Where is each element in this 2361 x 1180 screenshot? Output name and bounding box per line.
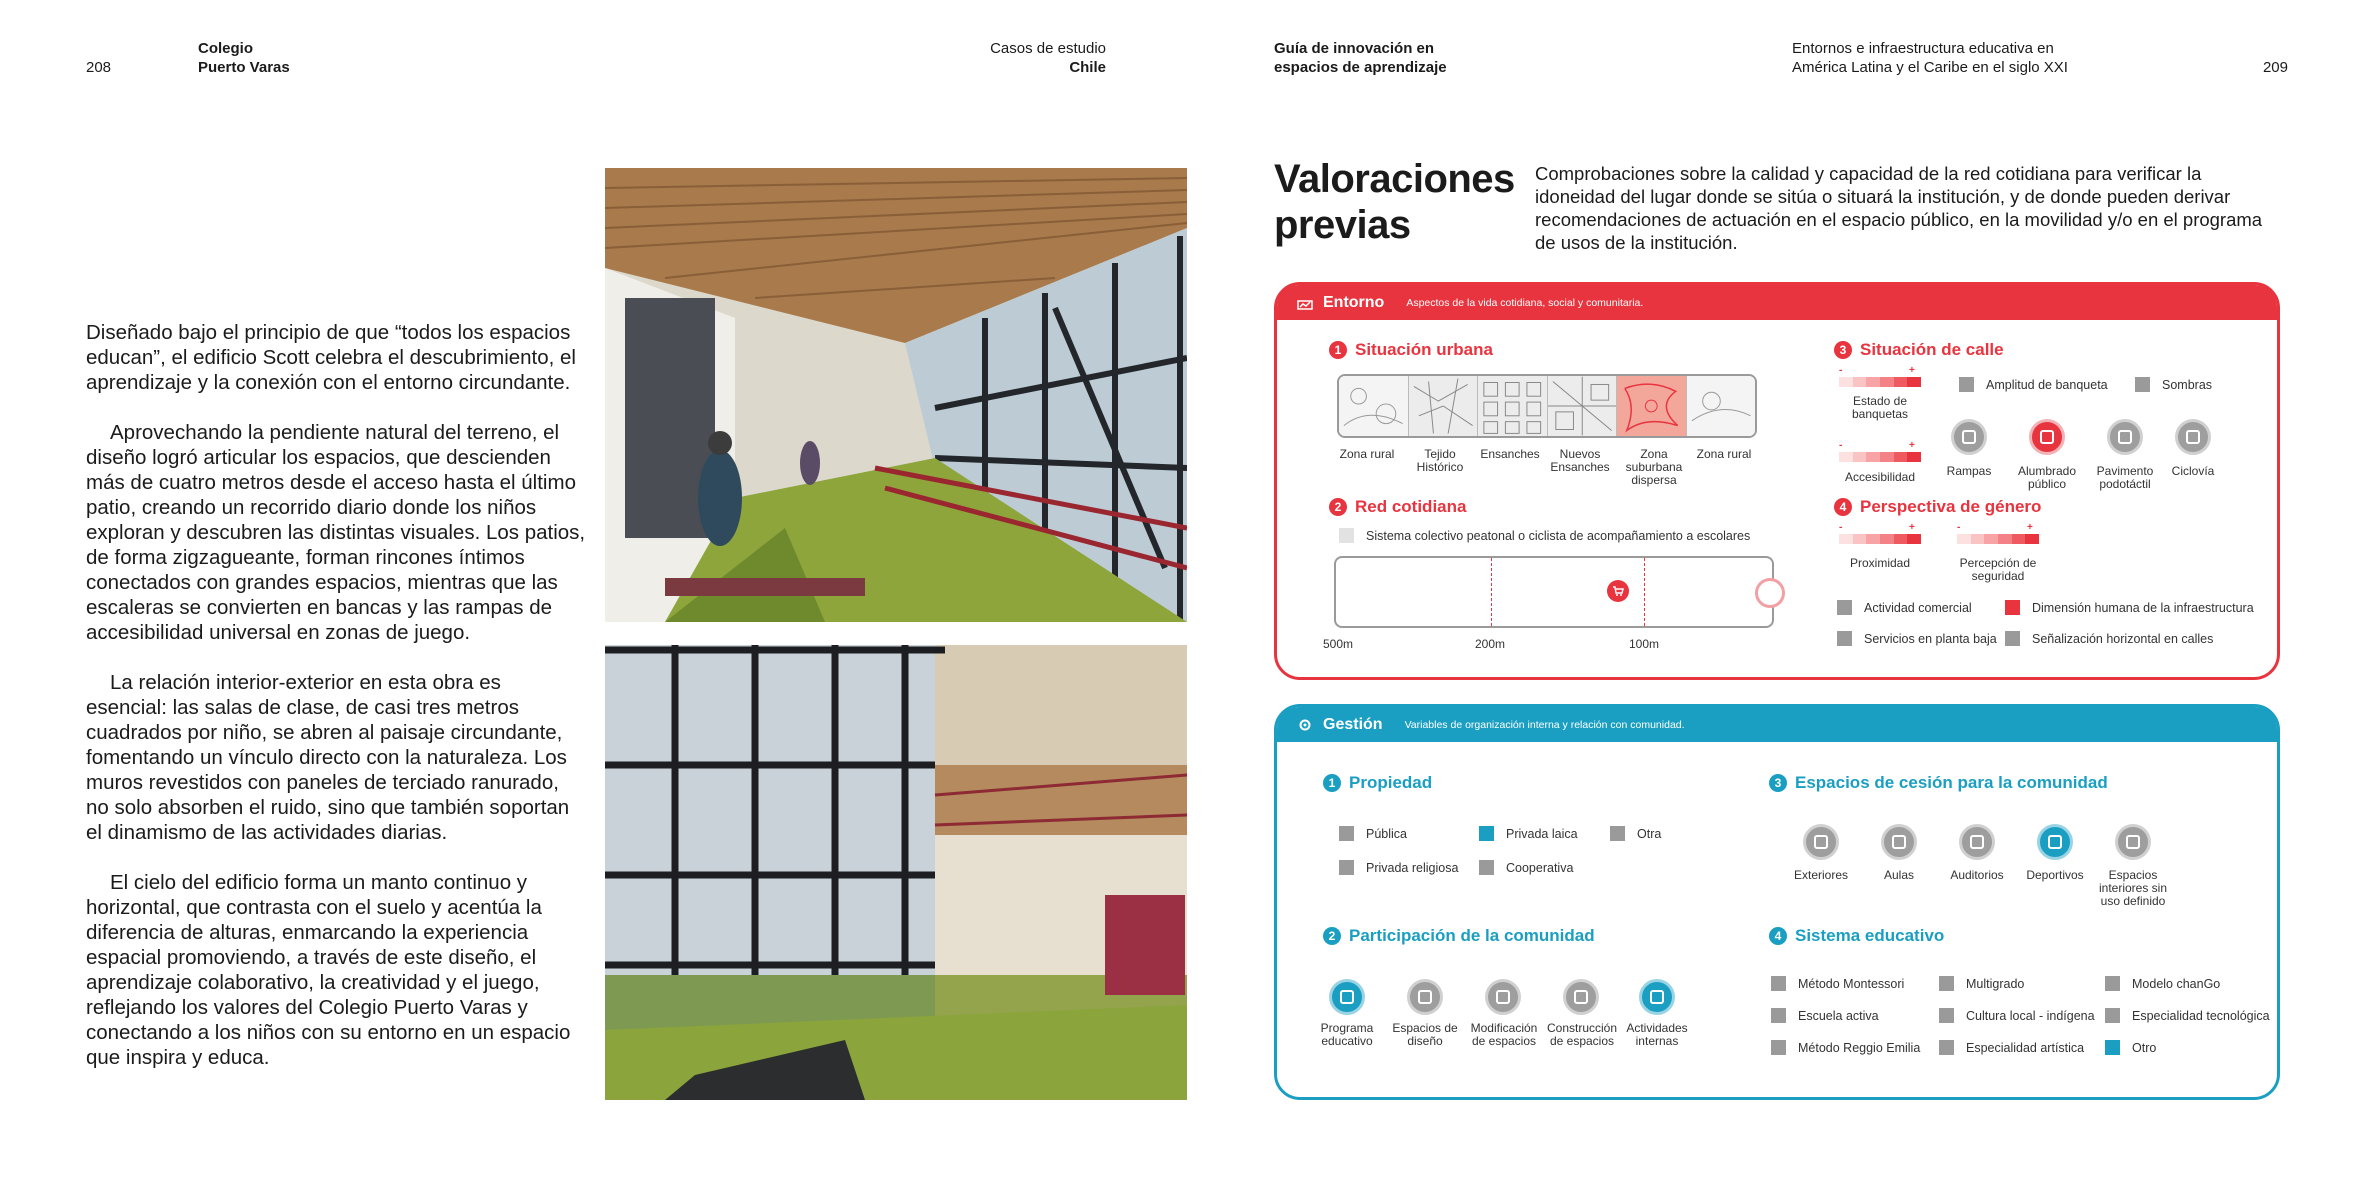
check-label: Servicios en planta baja xyxy=(1864,631,1997,646)
section-propiedad xyxy=(1323,773,1432,793)
checkbox xyxy=(2005,600,2020,615)
zone-ensanches-tile xyxy=(1478,376,1548,436)
check-label: Sistema colectivo peatonal o ciclista de acompañamiento a escolares xyxy=(1366,528,1751,543)
part-label-construccion: Construcción de espacios xyxy=(1546,1021,1618,1048)
checkbox xyxy=(1771,1040,1786,1055)
zone-suburbana-tile xyxy=(1617,376,1687,436)
auditorium-icon xyxy=(1959,824,1995,860)
design-icon xyxy=(1407,979,1443,1015)
valoraciones-description: Comprobaciones sobre la calidad y capacidad de la red cotidiana para verificar la idoneidad del lugar donde se sitúa o situará la institución, y de donde pueden derivar recomendaciones de actuación en el espacio público, en la movilidad y/o en el programa de usos de la institución. xyxy=(1535,163,2263,253)
paragraph-4: El cielo del edificio forma un manto continuo y horizontal, que contrasta con el suelo y acentúa la diferencia de alturas, enmarcando la experiencia espacial promoviendo, a través de este diseño, el aprendizaje colaborativo, la creatividad y el juego, reflejando los valores del Colegio Puerto Varas y conectando a los niños con su entorno en un espacio que inspira y educa. xyxy=(86,871,571,1069)
section-number: 1 xyxy=(1323,774,1341,792)
section-number: 4 xyxy=(1769,927,1787,945)
activities-icon xyxy=(1639,979,1675,1015)
cesion-label-aulas: Aulas xyxy=(1883,868,1915,882)
urban-zone-strip xyxy=(1337,374,1757,438)
cart-icon xyxy=(1607,580,1629,602)
check-label: Especialidad tecnológica xyxy=(2132,1008,2270,1023)
checkbox xyxy=(1339,826,1354,841)
check-label: Método Reggio Emilia xyxy=(1798,1040,1921,1055)
check-label: Pública xyxy=(1366,826,1407,841)
check-servicios-planta-baja xyxy=(1837,631,1997,646)
school-location-icon xyxy=(1755,578,1785,608)
section-title: Sistema educativo xyxy=(1795,926,1945,945)
classroom-icon xyxy=(1881,824,1917,860)
scale-proximidad xyxy=(1839,534,1921,544)
check-label: Método Montessori xyxy=(1798,976,1905,991)
check-reggio-emilia xyxy=(1771,1040,1920,1055)
checkbox xyxy=(1939,1040,1954,1055)
check-sombras xyxy=(2135,377,2212,392)
checkbox xyxy=(2005,631,2020,646)
paragraph-2: Aprovechando la pendiente natural del terreno, el diseño logró articular los espacios, que descienden más de cuatro metros desde el acceso hasta el último patio, creando un recorrido diario donde los niños exploran y descubren las distintas visuales. Los patios, de forma zigzagueante, forman rincones íntimos conectados con grandes espacios, mientras que las escaleras se convierten en bancas y las rampas de accesibilidad universal en zonas de juego. xyxy=(86,421,586,644)
photo-atrium xyxy=(605,645,1187,1100)
check-label: Otro xyxy=(2132,1040,2157,1055)
valoraciones-title xyxy=(1274,156,1515,248)
photo-corridor xyxy=(605,168,1187,622)
section-number: 1 xyxy=(1329,341,1347,359)
section-perspectiva-genero xyxy=(1834,497,2041,517)
check-multigrado xyxy=(1939,976,2024,991)
distance-track xyxy=(1334,556,1774,628)
check-label: Multigrado xyxy=(1966,976,2025,991)
check-label: Cultura local - indígena xyxy=(1966,1008,2095,1023)
check-especialidad-tecnologica xyxy=(2105,1008,2270,1023)
gestion-title: Gestión xyxy=(1323,715,1383,733)
check-privada-laica xyxy=(1479,826,1578,841)
entorno-header xyxy=(1277,285,2277,320)
check-label: Especialidad artística xyxy=(1966,1040,2085,1055)
check-label: Dimensión humana de la infraestructura xyxy=(2032,600,2254,615)
check-modelo-chango xyxy=(2105,976,2220,991)
gestion-subtitle: Variables de organización interna y relación con comunidad. xyxy=(1404,718,1685,731)
gestion-header xyxy=(1277,707,2277,742)
marker-200m xyxy=(1491,558,1492,626)
check-label: Modelo chanGo xyxy=(2132,976,2221,991)
check-especialidad-artistica xyxy=(1939,1040,2084,1055)
section-sistema-educativo xyxy=(1769,926,1944,946)
estado-label: Estado de banquetas xyxy=(1851,394,1909,421)
check-cultura-local xyxy=(1939,1008,2095,1023)
distance-200m: 200m xyxy=(1475,637,1506,651)
checkbox xyxy=(2105,1008,2120,1023)
gear-icon xyxy=(1297,717,1313,733)
body-text xyxy=(86,320,586,1095)
paragraph-1: Diseñado bajo el principio de que “todos los espacios educan”, el edificio Scott celebra el descubrimiento, el aprendizaje y la conexión con el entorno circundante. xyxy=(86,321,576,394)
scale-accesibilidad xyxy=(1839,452,1921,462)
construction-icon xyxy=(1563,979,1599,1015)
zone-label-6: Zona rural xyxy=(1696,447,1752,461)
check-label: Escuela activa xyxy=(1798,1008,1879,1023)
entorno-panel xyxy=(1274,282,2280,680)
section-title: Situación de calle xyxy=(1860,340,2004,359)
section-title: Situación urbana xyxy=(1355,340,1493,359)
part-label-programa: Programa educativo xyxy=(1320,1021,1374,1048)
scale-estado-banquetas xyxy=(1839,377,1921,387)
part-label-actividades: Actividades internas xyxy=(1626,1021,1688,1048)
distance-500m: 500m xyxy=(1323,637,1354,651)
zone-label-4: Nuevos Ensanches xyxy=(1550,447,1610,474)
check-escuela-activa xyxy=(1771,1008,1879,1023)
section-participacion xyxy=(1323,926,1595,946)
bicycle-icon xyxy=(2175,419,2211,455)
zone-label-1: Zona rural xyxy=(1339,447,1395,461)
cesion-label-espacios-interiores: Espacios interiores sin uso definido xyxy=(2098,868,2168,908)
checkbox xyxy=(2105,976,2120,991)
cesion-label-exteriores: Exteriores xyxy=(1793,868,1849,882)
header-school-line1: Colegio xyxy=(198,40,253,57)
page-number-left: 208 xyxy=(86,59,112,76)
header-guide-line1: Guía de innovación en xyxy=(1274,40,1435,57)
section-espacios-cesion xyxy=(1769,773,2108,793)
section-title: Perspectiva de género xyxy=(1860,497,2042,516)
scale-minus: - xyxy=(1839,522,1843,533)
checkbox xyxy=(2135,377,2150,392)
section-situacion-calle xyxy=(1834,340,2004,360)
check-label: Cooperativa xyxy=(1506,860,1574,875)
zone-label-3: Ensanches xyxy=(1480,447,1540,461)
scale-plus: + xyxy=(1909,522,1915,533)
checkbox xyxy=(1959,377,1974,392)
proximidad-label: Proximidad xyxy=(1849,556,1911,570)
tactile-paving-icon xyxy=(2107,419,2143,455)
scale-plus: + xyxy=(1909,365,1915,376)
checkbox xyxy=(1339,860,1354,875)
section-number: 3 xyxy=(1834,341,1852,359)
zone-rural-tile-2 xyxy=(1687,376,1756,436)
page-number-right: 209 xyxy=(2262,59,2288,76)
header-school-line2: Puerto Varas xyxy=(198,59,290,76)
zone-nuevos-ensanches-tile xyxy=(1548,376,1618,436)
section-number: 3 xyxy=(1769,774,1787,792)
check-publica xyxy=(1339,826,1407,841)
header-guide-line2: espacios de aprendizaje xyxy=(1274,59,1447,76)
check-cooperativa xyxy=(1479,860,1573,875)
checkbox xyxy=(1939,976,1954,991)
check-dimension-humana xyxy=(2005,600,2254,615)
checkbox xyxy=(2105,1040,2120,1055)
entorno-title: Entorno xyxy=(1323,293,1385,311)
check-actividad-comercial xyxy=(1837,600,1972,615)
valoraciones-title-line1: Valoraciones xyxy=(1274,157,1515,201)
gestion-panel xyxy=(1274,704,2280,1100)
icon-label-pavimento: Pavimento podotáctil xyxy=(2096,464,2154,491)
checkbox xyxy=(1771,976,1786,991)
outdoor-icon xyxy=(1803,824,1839,860)
zone-historico-tile xyxy=(1409,376,1479,436)
section-title: Propiedad xyxy=(1349,773,1433,792)
checkbox xyxy=(1339,528,1354,543)
program-icon xyxy=(1329,979,1365,1015)
check-label: Amplitud de banqueta xyxy=(1986,377,2108,392)
check-montessori xyxy=(1771,976,1904,991)
section-number: 2 xyxy=(1329,498,1347,516)
checkbox xyxy=(1479,826,1494,841)
streetlight-icon xyxy=(2029,419,2065,455)
checkbox xyxy=(1837,600,1852,615)
percepcion-label: Percepción de seguridad xyxy=(1959,556,2037,583)
paragraph-3: La relación interior-exterior en esta obra es esencial: las salas de clase, de casi tres metros cuadrados por niño, se abren al paisaje circundante, fomentando un vínculo directo con la naturaleza. Los muros revestidos con paneles de terciado ranurado, no solo absorben el ruido, sino que también soportan el dinamismo de las actividades diarias. xyxy=(86,671,570,844)
entorno-subtitle: Aspectos de la vida cotidiana, social y comunitaria. xyxy=(1406,296,1644,309)
check-label: Señalización horizontal en calles xyxy=(2032,631,2214,646)
check-sistema-colectivo xyxy=(1339,528,1750,543)
scale-minus: - xyxy=(1839,365,1843,376)
checkbox xyxy=(1837,631,1852,646)
checkbox xyxy=(1479,860,1494,875)
section-title: Red cotidiana xyxy=(1355,497,1467,516)
ramp-icon xyxy=(1951,419,1987,455)
scale-minus: - xyxy=(1957,522,1961,533)
header-series-line2: América Latina y el Caribe en el siglo XXI xyxy=(1792,59,2068,76)
check-senalizacion xyxy=(2005,631,2213,646)
checkbox xyxy=(1939,1008,1954,1023)
part-label-espacios-diseno: Espacios de diseño xyxy=(1392,1021,1458,1048)
tools-icon xyxy=(1485,979,1521,1015)
header-case-line2: Chile xyxy=(1069,59,1106,76)
sports-icon xyxy=(2037,824,2073,860)
zone-rural-tile xyxy=(1339,376,1409,436)
distance-100m: 100m xyxy=(1629,637,1660,651)
check-otra xyxy=(1610,826,1661,841)
zone-label-5: Zona suburbana dispersa xyxy=(1625,447,1683,487)
scale-minus: - xyxy=(1839,440,1843,451)
section-title: Espacios de cesión para la comunidad xyxy=(1795,773,2108,792)
section-red-cotidiana xyxy=(1329,497,1466,517)
cesion-label-deportivos: Deportivos xyxy=(2026,868,2084,882)
cesion-label-auditorios: Auditorios xyxy=(1950,868,2004,882)
checkbox xyxy=(1771,1008,1786,1023)
section-situacion-urbana xyxy=(1329,340,1493,360)
header-case-line1: Casos de estudio xyxy=(990,40,1106,57)
check-label: Sombras xyxy=(2162,377,2213,392)
icon-label-ciclovia: Ciclovía xyxy=(2171,464,2215,478)
marker-100m xyxy=(1644,558,1645,626)
check-label: Privada religiosa xyxy=(1366,860,1459,875)
check-label: Otra xyxy=(1637,826,1662,841)
check-otro xyxy=(2105,1040,2156,1055)
icon-label-rampas: Rampas xyxy=(1946,464,1992,478)
icon-label-alumbrado: Alumbrado público xyxy=(2017,464,2077,491)
check-privada-religiosa xyxy=(1339,860,1458,875)
scale-plus: + xyxy=(2027,522,2033,533)
check-label: Actividad comercial xyxy=(1864,600,1972,615)
scale-plus: + xyxy=(1909,440,1915,451)
section-number: 2 xyxy=(1323,927,1341,945)
zone-label-2: Tejido Histórico xyxy=(1416,447,1464,474)
check-amplitud xyxy=(1959,377,2108,392)
valoraciones-title-line2: previas xyxy=(1274,203,1411,247)
check-label: Privada laica xyxy=(1506,826,1578,841)
part-label-modificacion: Modificación de espacios xyxy=(1470,1021,1538,1048)
chart-building-icon xyxy=(1297,296,1313,310)
accesibilidad-label: Accesibilidad xyxy=(1844,470,1916,484)
undefined-space-icon xyxy=(2115,824,2151,860)
checkbox xyxy=(1610,826,1625,841)
section-number: 4 xyxy=(1834,498,1852,516)
section-title: Participación de la comunidad xyxy=(1349,926,1595,945)
header-series-line1: Entornos e infraestructura educativa en xyxy=(1792,40,2054,57)
scale-percepcion xyxy=(1957,534,2039,544)
